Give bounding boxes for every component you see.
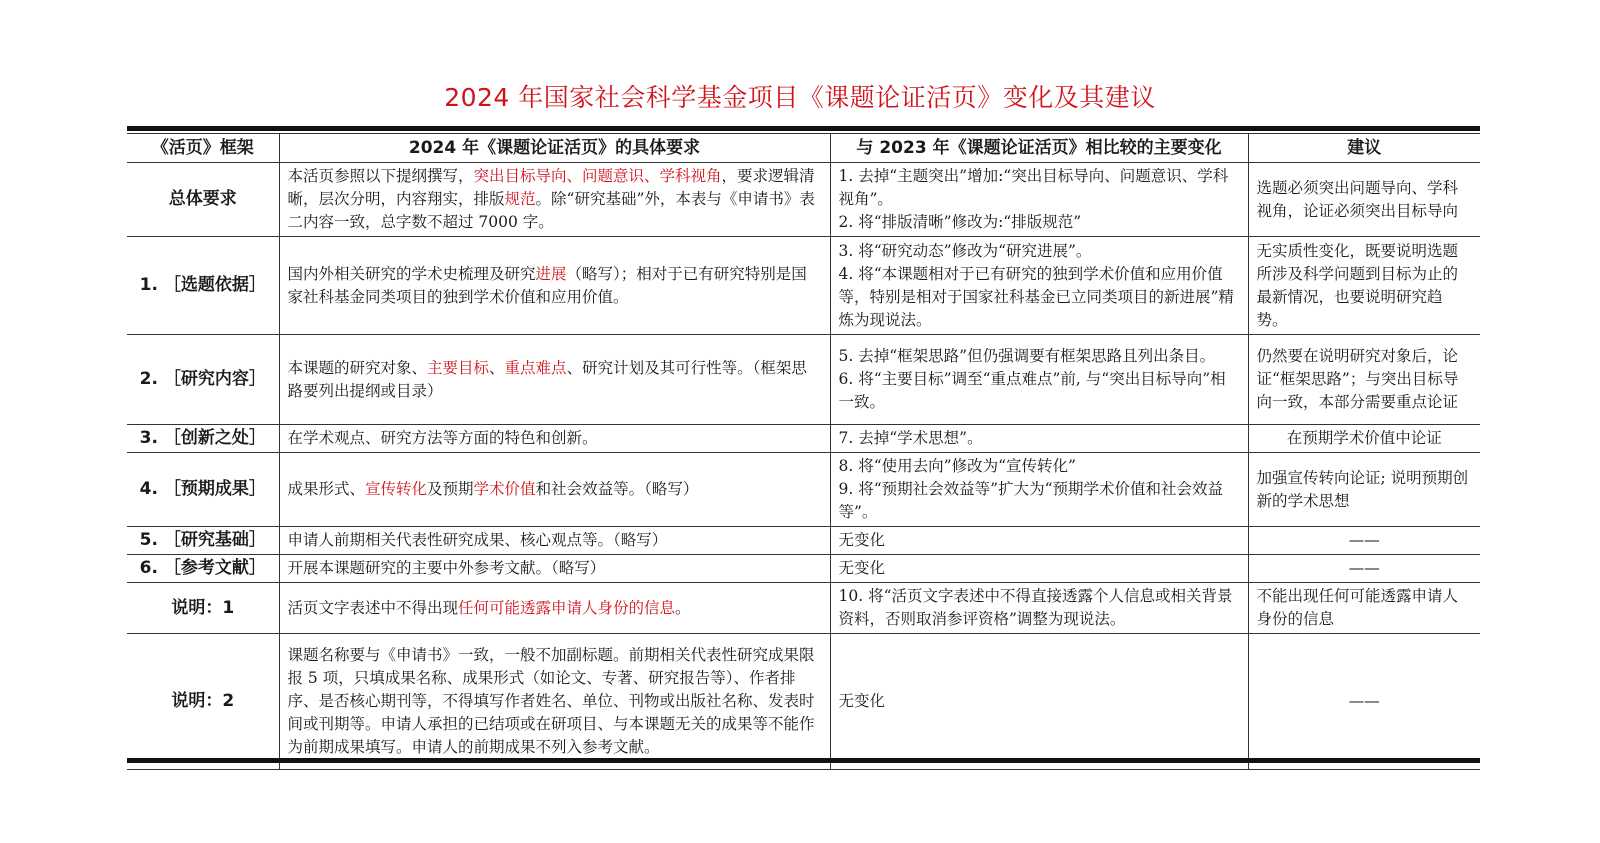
advice-cell: —— <box>1248 555 1480 583</box>
change-cell <box>830 335 1248 425</box>
change-cell <box>830 453 1248 527</box>
change-line: 1. 去掉“主题突出”增加:“突出目标导向、问题意识、学科视角”。 <box>838 167 1229 208</box>
text-segment: 本活页参照以下提纲撰写， <box>287 167 474 185</box>
text-segment: 开展本课题研究的主要中外参考文献。（略写） <box>287 559 606 577</box>
document-title: 2024 年国家社会科学基金项目《课题论证活页》变化及其建议 <box>444 83 1156 112</box>
change-line: 4. 将“本课题相对于已有研究的独到学术价值和应用价值等，特别是相对于国家社科基金已立同类项目的新进展”精炼为现说法。 <box>838 264 1234 329</box>
text-segment: 、 <box>489 358 505 377</box>
highlighted-text: 宣传转化 <box>365 480 428 498</box>
row-label: 1. ［选题依据］ <box>127 237 279 335</box>
change-line: 8. 将“使用去向”修改为“宣传转化” <box>838 457 1076 475</box>
change-line: 无变化 <box>838 559 886 577</box>
highlighted-text: 任何可能透露申请人身份的信息 <box>458 598 676 617</box>
table-row <box>127 583 1480 634</box>
text-segment: 。 <box>675 598 691 617</box>
text-segment: 申请人前期相关代表性研究成果、核心观点等。（略写） <box>287 531 668 549</box>
change-line: 9. 将“预期社会效益等”扩大为“预期学术价值和社会效益等”。 <box>838 480 1223 521</box>
table-row <box>127 634 1480 770</box>
row-label: 5. ［研究基础］ <box>127 527 279 555</box>
requirement-cell <box>279 583 830 634</box>
highlighted-text: 重点难点 <box>504 358 567 377</box>
text-segment: （略写）；相对于已有研究特别是国家社科基金同类项目的独到学术价值和应用价值。 <box>287 264 807 306</box>
text-segment: 国内外相关研究的学术史梳理及研究 <box>287 264 536 283</box>
header-changes: 与 2023 年《课题论证活页》相比较的主要变化 <box>830 134 1248 163</box>
text-segment: 成果形式、 <box>287 480 366 498</box>
table-row <box>127 425 1480 453</box>
advice-cell: —— <box>1248 527 1480 555</box>
row-label: 4. ［预期成果］ <box>127 453 279 527</box>
requirement-cell <box>279 555 830 583</box>
change-cell <box>830 527 1248 555</box>
requirement-cell <box>279 425 830 453</box>
highlighted-text: 进展 <box>535 264 567 283</box>
change-cell <box>830 555 1248 583</box>
change-line: 3. 将“研究动态”修改为“研究进展”。 <box>838 241 1092 260</box>
requirement-cell <box>279 237 830 335</box>
change-line: 6. 将“主要目标”调至“重点难点”前, 与“突出目标导向”相一致。 <box>838 370 1226 411</box>
requirement-cell <box>279 453 830 527</box>
change-line: 7. 去掉“学术思想”。 <box>838 429 983 447</box>
requirement-cell <box>279 335 830 425</box>
row-label: 2. ［研究内容］ <box>127 335 279 425</box>
header-requirements: 2024 年《课题论证活页》的具体要求 <box>279 134 830 163</box>
highlighted-text: 学术价值 <box>473 480 536 498</box>
row-label: 3. ［创新之处］ <box>127 425 279 453</box>
change-line: 无变化 <box>838 531 886 549</box>
text-segment: 及预期 <box>427 480 474 498</box>
change-cell <box>830 163 1248 237</box>
table-row <box>127 555 1480 583</box>
text-segment: 。除“研究基础”外，本表与《申请书》表二内容一致，总字数不超过 7000 字。 <box>287 190 815 231</box>
requirement-cell <box>279 163 830 237</box>
advice-cell: 仍然要在说明研究对象后，论证“框架思路”；与突出目标导向一致，本部分需要重点论证 <box>1248 335 1480 425</box>
advice-cell: 选题必须突出问题导向、学科视角，论证必须突出目标导向 <box>1248 163 1480 237</box>
text-segment: 和社会效益等。（略写） <box>535 480 699 498</box>
advice-cell: 不能出现任何可能透露申请人身份的信息 <box>1248 583 1480 634</box>
advice-cell: 在预期学术价值中论证 <box>1248 425 1480 453</box>
row-label: 6. ［参考文献］ <box>127 555 279 583</box>
highlighted-text: 主要目标 <box>427 358 490 377</box>
text-segment: 在学术观点、研究方法等方面的特色和创新。 <box>287 429 598 447</box>
text-segment: ，要求逻辑清晰，层次分明，内容翔实，排版 <box>287 167 815 208</box>
change-cell <box>830 583 1248 634</box>
text-segment: 本课题的研究对象、 <box>287 358 428 377</box>
highlighted-text: 规范 <box>504 190 536 208</box>
table-row <box>127 453 1480 527</box>
change-cell <box>830 237 1248 335</box>
requirement-cell <box>279 634 830 770</box>
change-line: 2. 将“排版清晰”修改为:“排版规范” <box>838 213 1082 231</box>
text-segment: 活页文字表述中不得出现 <box>287 598 459 617</box>
header-framework: 《活页》框架 <box>127 134 279 163</box>
change-cell <box>830 425 1248 453</box>
change-line: 5. 去掉“框架思路”但仍强调要有框架思路且列出条目。 <box>838 347 1216 365</box>
requirement-cell <box>279 527 830 555</box>
change-cell <box>830 634 1248 770</box>
table-bottom-rule <box>127 758 1480 763</box>
change-line: 无变化 <box>838 692 886 710</box>
comparison-table <box>127 133 1480 770</box>
change-line: 10. 将“活页文字表述中不得直接透露个人信息或相关背景资料，否则取消参评资格”调整为现说法。 <box>838 587 1233 628</box>
text-segment: 、研究计划及其可行性等。（框架思路要列出提纲或目录） <box>287 358 807 400</box>
advice-cell: —— <box>1248 634 1480 770</box>
table-top-rule <box>127 126 1480 131</box>
row-label: 说明：1 <box>127 583 279 634</box>
text-segment: 课题名称要与《申请书》一致，一般不加副标题。前期相关代表性研究成果限报 5 项，只填成果名称、成果形式（如论文、专著、研究报告等）、作者排序、是否核心期刊等，不得填写作者姓名、单位、刊物或出版社名称、发表时间或刊期等。申请人承担的已结项或在研项目、与本课题无关的成果等不能作为前期成果填写。申请人的前期成果不列入参考文献。 <box>287 646 815 756</box>
header-advice: 建议 <box>1248 134 1480 163</box>
table-row <box>127 237 1480 335</box>
row-label: 说明：2 <box>127 634 279 770</box>
table-row <box>127 335 1480 425</box>
advice-cell: 加强宣传转向论证; 说明预期创新的学术思想 <box>1248 453 1480 527</box>
table-row <box>127 163 1480 237</box>
advice-cell: 无实质性变化，既要说明选题所涉及科学问题到目标为止的最新情况，也要说明研究趋势。 <box>1248 237 1480 335</box>
header-row <box>127 134 1480 163</box>
highlighted-text: 突出目标导向、问题意识、学科视角 <box>473 167 722 185</box>
row-label: 总体要求 <box>127 163 279 237</box>
table-row <box>127 527 1480 555</box>
